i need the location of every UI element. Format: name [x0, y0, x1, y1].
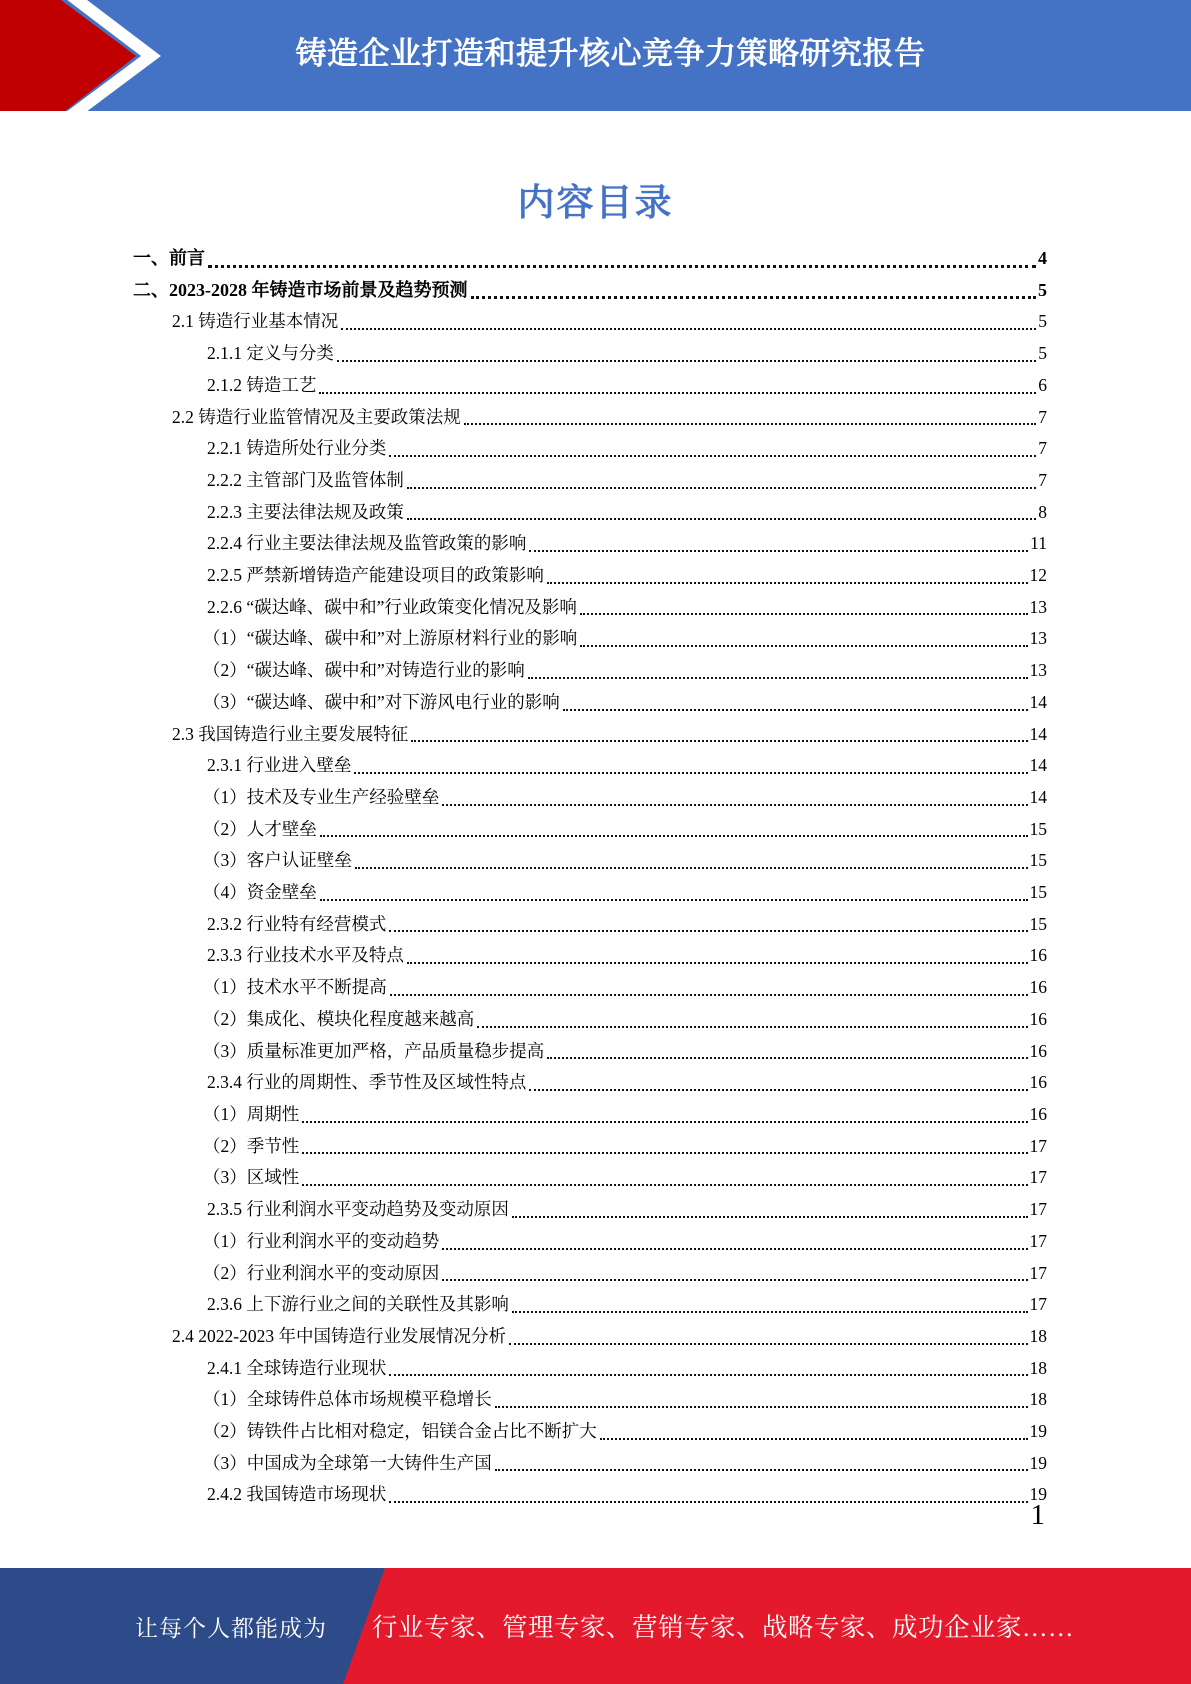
toc-entry-label: （4）资金壁垒: [203, 882, 317, 903]
toc-entry-page: 6: [1038, 374, 1047, 395]
toc-entry-label: （1）技术及专业生产经验壁垒: [203, 786, 440, 807]
toc-entry-page: 5: [1038, 279, 1047, 300]
toc-dot-leader: [208, 265, 1036, 268]
toc-entry-label: （2）人才壁垒: [203, 818, 317, 839]
toc-entry-label: （2）季节性: [203, 1135, 300, 1156]
toc-entry-page: 18: [1029, 1357, 1047, 1378]
toc-entry-label: 二、2023-2028 年铸造市场前景及趋势预测: [133, 279, 468, 300]
toc-entry-label: （1）“碳达峰、碳中和”对上游原材料行业的影响: [203, 628, 578, 649]
toc-dot-leader: [389, 1501, 1027, 1503]
toc-entry-page: 14: [1029, 723, 1047, 744]
toc-entry-page: 16: [1029, 1040, 1047, 1061]
toc-entry-page: 16: [1029, 1072, 1047, 1093]
toc-entry-label: （3）客户认证壁垒: [203, 850, 352, 871]
toc-entry[interactable]: [133, 845, 1047, 877]
toc-entry[interactable]: [133, 750, 1047, 782]
toc-entry-label: 2.3.1 行业进入壁垒: [207, 755, 352, 776]
toc-entry[interactable]: [133, 592, 1047, 624]
toc-dot-leader: [600, 1438, 1028, 1440]
toc-entry-page: 4: [1038, 248, 1047, 268]
toc-entry-page: 16: [1029, 1008, 1047, 1029]
toc-entry[interactable]: [133, 719, 1047, 751]
toc-entry-page: 17: [1029, 1262, 1047, 1283]
toc-entry[interactable]: [133, 1099, 1047, 1131]
toc-entry-label: （1）行业利润水平的变动趋势: [203, 1230, 440, 1251]
toc-dot-leader: [529, 550, 1028, 552]
toc-entry-label: 2.4.1 全球铸造行业现状: [207, 1357, 387, 1378]
toc-dot-leader: [319, 392, 1036, 394]
toc-entry-label: 一、前言: [133, 248, 205, 268]
toc-entry[interactable]: [133, 623, 1047, 655]
toc-entry-page: 19: [1029, 1421, 1047, 1442]
toc-entry[interactable]: [133, 877, 1047, 909]
toc-entry[interactable]: [133, 687, 1047, 719]
toc-entry-page: 18: [1029, 1389, 1047, 1410]
toc-entry-label: （2）集成化、模块化程度越来越高: [203, 1008, 475, 1029]
toc-entry[interactable]: [133, 370, 1047, 402]
toc-dot-leader: [580, 645, 1027, 647]
toc-entry[interactable]: [133, 275, 1047, 307]
toc-dot-leader: [442, 804, 1027, 806]
toc-entry-page: 17: [1029, 1230, 1047, 1251]
toc-entry-label: 2.2.4 行业主要法律法规及监管政策的影响: [207, 533, 527, 554]
toc-entry[interactable]: [133, 782, 1047, 814]
toc-entry-label: （1）全球铸件总体市场规模平稳增长: [203, 1389, 492, 1410]
toc-dot-leader: [389, 930, 1027, 932]
toc-entry-page: 8: [1038, 501, 1047, 522]
toc-entry-label: 2.3.2 行业特有经营模式: [207, 913, 387, 934]
toc-entry-page: 14: [1029, 786, 1047, 807]
toc-dot-leader: [302, 1184, 1027, 1186]
toc-entry[interactable]: [133, 338, 1047, 370]
toc-entry-page: 17: [1029, 1294, 1047, 1315]
toc-entry[interactable]: [133, 1004, 1047, 1036]
toc-entry-page: 15: [1029, 913, 1047, 934]
toc-entry-label: 2.4 2022-2023 年中国铸造行业发展情况分析: [172, 1325, 506, 1346]
toc-dot-leader: [528, 677, 1028, 679]
toc-dot-leader: [529, 1089, 1027, 1091]
toc-entry-page: 12: [1029, 565, 1047, 586]
toc-dot-leader: [509, 1343, 1028, 1345]
toc-dot-leader: [512, 1216, 1028, 1218]
toc-dot-leader: [320, 835, 1028, 837]
toc-entry-label: 2.2.3 主要法律法规及政策: [207, 501, 404, 522]
toc-entry[interactable]: [133, 1479, 1047, 1511]
toc-dot-leader: [354, 772, 1027, 774]
toc-entry-page: 11: [1030, 533, 1047, 554]
toc-entry-label: （2）铸铁件占比相对稳定，铝镁合金占比不断扩大: [203, 1421, 597, 1442]
toc-entry[interactable]: [133, 1036, 1047, 1068]
toc-entry-label: （1）周期性: [203, 1103, 300, 1124]
toc-entry-label: 2.1.1 定义与分类: [207, 343, 334, 364]
toc-dot-leader: [407, 962, 1028, 964]
toc-entry[interactable]: [133, 243, 1047, 275]
toc-dot-leader: [442, 1279, 1027, 1281]
toc-dot-leader: [464, 423, 1037, 425]
toc-entry-page: 18: [1029, 1325, 1047, 1346]
toc-entry-label: 2.2.2 主管部门及监管体制: [207, 469, 404, 490]
toc-dot-leader: [302, 1121, 1027, 1123]
toc-dot-leader: [341, 328, 1036, 330]
toc-entry-page: 17: [1029, 1199, 1047, 1220]
toc-entry-page: 17: [1029, 1135, 1047, 1156]
toc-dot-leader: [495, 1469, 1028, 1471]
toc-entry[interactable]: [133, 497, 1047, 529]
toc-entry-page: 15: [1029, 818, 1047, 839]
toc-entry[interactable]: [133, 814, 1047, 846]
toc-entry[interactable]: [133, 1353, 1047, 1385]
toc-entry-page: 5: [1038, 311, 1047, 332]
toc-dot-leader: [389, 1374, 1027, 1376]
toc-entry-page: 19: [1029, 1452, 1047, 1473]
toc-entry[interactable]: [133, 528, 1047, 560]
toc-entry-label: 2.2.1 铸造所处行业分类: [207, 438, 387, 459]
toc-dot-leader: [512, 1311, 1028, 1313]
toc-entry[interactable]: [133, 1416, 1047, 1448]
toc-entry-page: 13: [1029, 628, 1047, 649]
toc-entry[interactable]: [133, 402, 1047, 434]
toc-entry-label: 2.3.5 行业利润水平变动趋势及变动原因: [207, 1199, 509, 1220]
toc-entry-page: 14: [1029, 755, 1047, 776]
toc-dot-leader: [389, 455, 1036, 457]
toc-dot-leader: [337, 360, 1036, 362]
toc-entry-page: 19: [1029, 1484, 1047, 1505]
toc-dot-leader: [471, 296, 1037, 299]
toc-entry[interactable]: [133, 465, 1047, 497]
report-title: 铸造企业打造和提升核心竞争力策略研究报告: [295, 36, 926, 71]
toc-dot-leader: [407, 518, 1036, 520]
toc-entry[interactable]: [133, 1258, 1047, 1290]
toc-entry[interactable]: [133, 1194, 1047, 1226]
toc-entry[interactable]: [133, 1226, 1047, 1258]
toc-entry-label: 2.3.3 行业技术水平及特点: [207, 945, 404, 966]
toc-entry[interactable]: [133, 433, 1047, 465]
toc-entry-label: （3）“碳达峰、碳中和”对下游风电行业的影响: [203, 691, 560, 712]
toc-entry-label: 2.2.6 “碳达峰、碳中和”行业政策变化情况及影响: [207, 596, 577, 617]
toc-entry-label: 2.1.2 铸造工艺: [207, 374, 317, 395]
toc-entry-label: 2.1 铸造行业基本情况: [172, 311, 339, 332]
toc-entry-page: 13: [1029, 596, 1047, 617]
toc-list: [133, 243, 1047, 1511]
toc-entry[interactable]: [133, 560, 1047, 592]
toc-dot-leader: [442, 1248, 1027, 1250]
toc-entry[interactable]: [133, 940, 1047, 972]
toc-entry-label: 2.4.2 我国铸造市场现状: [207, 1484, 387, 1505]
toc-entry[interactable]: [133, 1289, 1047, 1321]
toc-entry[interactable]: [133, 1321, 1047, 1353]
toc-entry[interactable]: [133, 1131, 1047, 1163]
page-footer-banner: [0, 1568, 1191, 1684]
toc-entry-page: 16: [1029, 1103, 1047, 1124]
toc-dot-leader: [547, 582, 1028, 584]
footer-slogan-right: 行业专家、管理专家、营销专家、战略专家、成功企业家……: [372, 1613, 1075, 1642]
toc-entry[interactable]: [133, 1162, 1047, 1194]
toc-entry-page: 7: [1038, 406, 1047, 427]
toc-entry-page: 14: [1029, 691, 1047, 712]
toc-entry-label: （1）技术水平不断提高: [203, 977, 387, 998]
toc-entry-page: 16: [1029, 945, 1047, 966]
toc-entry-label: （2）行业利润水平的变动原因: [203, 1262, 440, 1283]
toc-entry[interactable]: [133, 1384, 1047, 1416]
footer-slogan-left: 让每个人都能成为: [135, 1615, 327, 1641]
toc-entry-label: （3）区域性: [203, 1167, 300, 1188]
toc-entry[interactable]: [133, 306, 1047, 338]
toc-entry[interactable]: [133, 972, 1047, 1004]
toc-entry-page: 7: [1038, 469, 1047, 490]
toc-entry-page: 16: [1029, 977, 1047, 998]
toc-dot-leader: [355, 867, 1028, 869]
toc-dot-leader: [477, 1026, 1027, 1028]
toc-entry-label: （2）“碳达峰、碳中和”对铸造行业的影响: [203, 660, 525, 681]
toc-entry[interactable]: [133, 1067, 1047, 1099]
toc-dot-leader: [302, 1152, 1027, 1154]
toc-dot-leader: [547, 1057, 1027, 1059]
toc-dot-leader: [320, 899, 1028, 901]
toc-entry-page: 7: [1038, 438, 1047, 459]
toc-dot-leader: [411, 740, 1027, 742]
toc-entry-label: 2.3.6 上下游行业之间的关联性及其影响: [207, 1294, 509, 1315]
toc-entry-page: 13: [1029, 660, 1047, 681]
toc-entry-page: 17: [1029, 1167, 1047, 1188]
toc-entry-label: 2.2.5 严禁新增铸造产能建设项目的政策影响: [207, 565, 544, 586]
toc-entry-label: 2.3 我国铸造行业主要发展特征: [172, 723, 409, 744]
toc-dot-leader: [563, 709, 1028, 711]
toc-entry-label: 2.2 铸造行业监管情况及主要政策法规: [172, 406, 461, 427]
toc-entry[interactable]: [133, 909, 1047, 941]
toc-dot-leader: [407, 487, 1036, 489]
toc-dot-leader: [495, 1406, 1028, 1408]
toc-heading: 内容目录: [517, 183, 674, 224]
toc-entry-page: 5: [1038, 343, 1047, 364]
toc-entry[interactable]: [133, 1448, 1047, 1480]
report-header-banner: [0, 0, 1191, 111]
toc-entry-label: 2.3.4 行业的周期性、季节性及区域性特点: [207, 1072, 527, 1093]
toc-entry-page: 15: [1029, 850, 1047, 871]
toc-entry-page: 15: [1029, 882, 1047, 903]
toc-entry-label: （3）中国成为全球第一大铸件生产国: [203, 1452, 492, 1473]
toc-dot-leader: [390, 994, 1028, 996]
toc-dot-leader: [580, 613, 1028, 615]
page-number-label: 1: [1030, 1499, 1045, 1531]
toc-entry[interactable]: [133, 655, 1047, 687]
toc-entry-label: （3）质量标准更加严格，产品质量稳步提高: [203, 1040, 545, 1061]
